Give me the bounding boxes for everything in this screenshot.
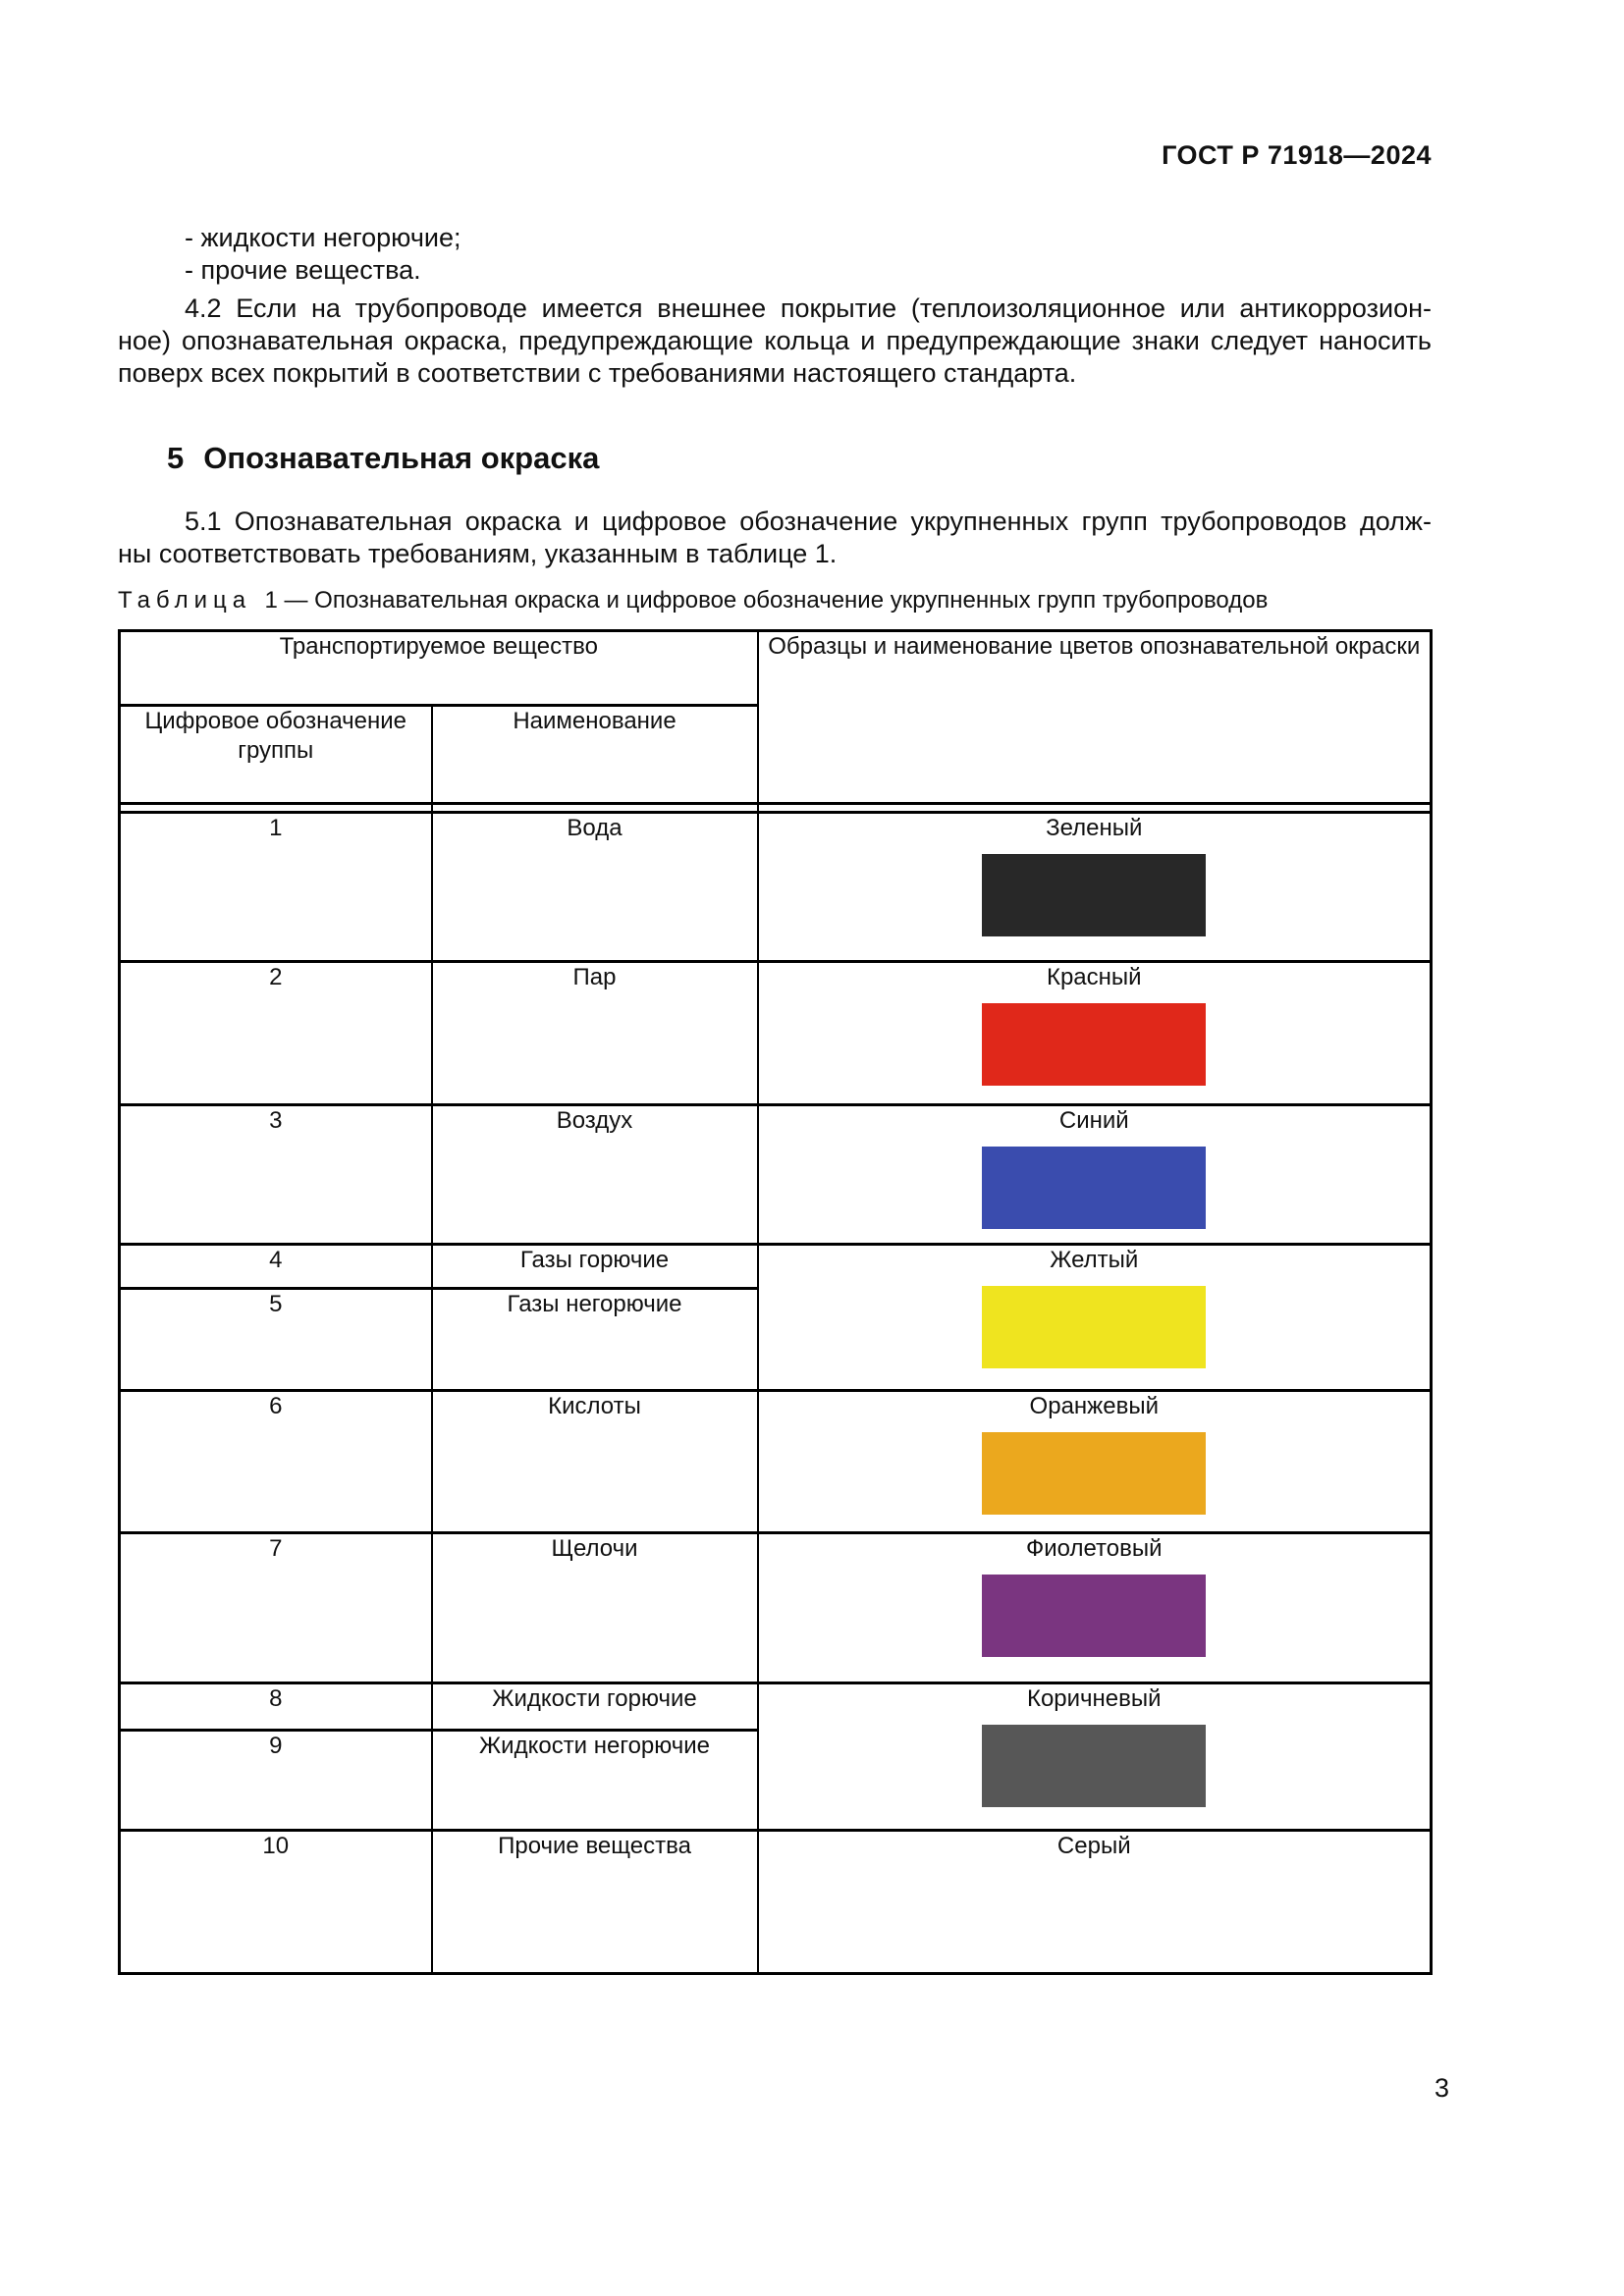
header-divider-row — [120, 804, 1432, 813]
cell-color-sample — [758, 813, 1432, 962]
paragraph-4-2 — [118, 293, 1432, 390]
color-name: Красный — [1046, 964, 1142, 990]
cell-color-sample — [758, 1245, 1432, 1391]
cell-substance-name: Газы негорючие — [432, 1289, 758, 1391]
cell-group-number: 9 — [120, 1731, 432, 1831]
color-swatch — [982, 854, 1206, 936]
col-header-color-samples: Образцы и наименование цветов опознавательной окраски — [758, 631, 1432, 804]
paragraph-line: 5.1 Опознавательная окраска и цифровое обозначение укрупненных групп трубопроводов долж- — [185, 507, 1432, 536]
cell-substance-name: Воздух — [432, 1105, 758, 1245]
cell-group-number: 5 — [120, 1289, 432, 1391]
paragraph-line: ное) опознавательная окраска, предупреждающие кольца и предупреждающие знаки следует наносить — [118, 326, 1432, 355]
col-header-name: Наименование — [432, 706, 758, 804]
color-swatch — [982, 1286, 1206, 1368]
cell-substance-name: Жидкости негорючие — [432, 1731, 758, 1831]
table-row — [120, 962, 1432, 1105]
color-swatch — [982, 1575, 1206, 1657]
color-name: Зеленый — [1046, 815, 1143, 841]
list-item: - прочие вещества. — [185, 255, 421, 285]
table-caption-number: 1 — [264, 587, 278, 614]
table-row — [120, 1533, 1432, 1683]
table-row — [120, 1105, 1432, 1245]
table-1 — [118, 629, 1433, 1975]
cell-group-number: 1 — [120, 813, 432, 962]
table-caption-label: Таблица — [118, 587, 252, 614]
page-number: 3 — [1434, 2073, 1449, 2103]
col-header-group-number: Цифровое обозначение группы — [120, 706, 432, 804]
cell-group-number: 3 — [120, 1105, 432, 1245]
paragraph-line: 4.2 Если на трубопроводе имеется внешнее покрытие (теплоизоляционное или антикоррозион- — [185, 294, 1432, 323]
color-name: Серый — [1056, 1833, 1131, 1859]
cell-group-number: 7 — [120, 1533, 432, 1683]
document-code: ГОСТ Р 71918—2024 — [1162, 140, 1432, 170]
cell-group-number: 2 — [120, 962, 432, 1105]
color-name: Синий — [1058, 1107, 1129, 1134]
color-name: Коричневый — [1026, 1685, 1162, 1712]
table-row — [120, 1683, 1432, 1731]
table-caption-text: Опознавательная окраска и цифровое обозначение укрупненных групп трубопроводов — [314, 587, 1269, 614]
cell-color-sample — [758, 1533, 1432, 1683]
table-row — [120, 1245, 1432, 1289]
color-swatch — [982, 1432, 1206, 1515]
table-row — [120, 1391, 1432, 1533]
paragraph-line: ны соответствовать требованиям, указанным в таблице 1. — [118, 539, 838, 568]
table-caption-dash: — — [284, 587, 308, 614]
col-header-substance-group: Транспортируемое вещество — [120, 631, 758, 706]
bullet-list — [118, 222, 1432, 287]
cell-substance-name: Кислоты — [432, 1391, 758, 1533]
cell-color-sample — [758, 1831, 1432, 1974]
color-swatch — [982, 1147, 1206, 1229]
color-name: Оранжевый — [1029, 1393, 1159, 1419]
table-caption — [118, 586, 1432, 615]
color-name: Фиолетовый — [1026, 1535, 1163, 1562]
color-name: Желтый — [1050, 1247, 1139, 1273]
cell-group-number: 4 — [120, 1245, 432, 1289]
cell-color-sample — [758, 1683, 1432, 1831]
cell-group-number: 6 — [120, 1391, 432, 1533]
table-row — [120, 1831, 1432, 1974]
cell-substance-name: Жидкости горючие — [432, 1683, 758, 1731]
table-row — [120, 813, 1432, 962]
cell-substance-name: Щелочи — [432, 1533, 758, 1683]
list-item: - жидкости негорючие; — [185, 223, 461, 252]
cell-substance-name: Пар — [432, 962, 758, 1105]
color-swatch — [982, 1872, 1206, 1954]
cell-color-sample — [758, 1105, 1432, 1245]
cell-color-sample — [758, 962, 1432, 1105]
cell-substance-name: Газы горючие — [432, 1245, 758, 1289]
paragraph-line: поверх всех покрытий в соответствии с требованиями настоящего стандарта. — [118, 358, 1077, 388]
section-title: Опознавательная окраска — [203, 441, 600, 475]
cell-substance-name: Прочие вещества — [432, 1831, 758, 1974]
cell-color-sample — [758, 1391, 1432, 1533]
color-swatch — [982, 1003, 1206, 1086]
paragraph-5-1 — [118, 506, 1432, 570]
color-swatch — [982, 1725, 1206, 1807]
cell-group-number: 10 — [120, 1831, 432, 1974]
table-header-row — [120, 631, 1432, 706]
section-number: 5 — [167, 441, 185, 475]
cell-group-number: 8 — [120, 1683, 432, 1731]
cell-substance-name: Вода — [432, 813, 758, 962]
section-5-heading — [118, 441, 1432, 476]
